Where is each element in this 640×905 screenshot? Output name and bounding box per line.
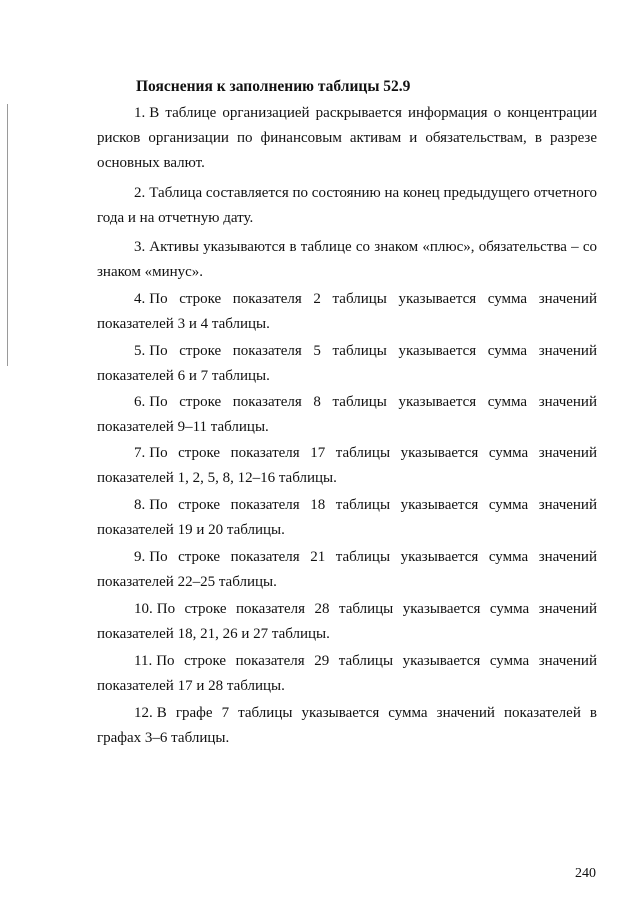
- paragraph-3: [97, 235, 597, 285]
- paragraph-number: 2.: [134, 185, 146, 201]
- paragraph-text: По строке показателя 8 таблицы указывается сумма значений показателей 9–11 таблицы.: [97, 394, 597, 435]
- paragraph-number: 9.: [134, 549, 146, 565]
- paragraph-number: 6.: [134, 394, 146, 410]
- paragraph-number: 5.: [134, 343, 146, 359]
- paragraph-number: 12.: [134, 705, 153, 721]
- paragraph-11: [97, 649, 597, 699]
- paragraph-text: В графе 7 таблицы указывается сумма значений показателей в графах 3–6 таблицы.: [97, 705, 597, 746]
- paragraph-text: Таблица составляется по состоянию на конец предыдущего отчетного года и на отчетную дату.: [97, 185, 597, 226]
- paragraph-text: По строке показателя 29 таблицы указывается сумма значений показателей 17 и 28 таблицы.: [97, 653, 597, 694]
- paragraph-text: По строке показателя 28 таблицы указывается сумма значений показателей 18, 21, 26 и 27 таблицы.: [97, 601, 597, 642]
- paragraph-number: 3.: [134, 239, 146, 255]
- paragraph-text: Активы указываются в таблице со знаком «плюс», обязательства – со знаком «минус».: [97, 239, 597, 280]
- page-number: 240: [575, 866, 596, 881]
- paragraph-5: [97, 339, 597, 389]
- paragraph-number: 4.: [134, 291, 146, 307]
- paragraph-number: 1.: [134, 105, 146, 121]
- paragraph-10: [97, 597, 597, 647]
- paragraph-text: По строке показателя 2 таблицы указывается сумма значений показателей 3 и 4 таблицы.: [97, 291, 597, 332]
- paragraph-4: [97, 287, 597, 337]
- paragraph-12: [97, 701, 597, 751]
- paragraph-number: 10.: [134, 601, 153, 617]
- paragraph-number: 8.: [134, 497, 146, 513]
- paragraph-text: По строке показателя 17 таблицы указывается сумма значений показателей 1, 2, 5, 8, 12–16 таблицы.: [97, 445, 597, 486]
- paragraph-text: По строке показателя 5 таблицы указывается сумма значений показателей 6 и 7 таблицы.: [97, 343, 597, 384]
- paragraph-6: [97, 390, 597, 440]
- paragraph-1: [97, 101, 597, 176]
- paragraph-2: [97, 181, 597, 231]
- document-heading: Пояснения к заполнению таблицы 52.9: [136, 78, 411, 95]
- paragraph-text: В таблице организацией раскрывается информация о концентрации рисков организации по финансовым активам и обязательствам, в разрезе основных валют.: [97, 105, 597, 171]
- paragraph-9: [97, 545, 597, 595]
- paragraph-7: [97, 441, 597, 491]
- margin-rule: [7, 104, 8, 366]
- paragraph-text: По строке показателя 21 таблицы указывается сумма значений показателей 22–25 таблицы.: [97, 549, 597, 590]
- paragraph-number: 7.: [134, 445, 146, 461]
- paragraph-number: 11.: [134, 653, 153, 669]
- paragraph-text: По строке показателя 18 таблицы указывается сумма значений показателей 19 и 20 таблицы.: [97, 497, 597, 538]
- paragraph-8: [97, 493, 597, 543]
